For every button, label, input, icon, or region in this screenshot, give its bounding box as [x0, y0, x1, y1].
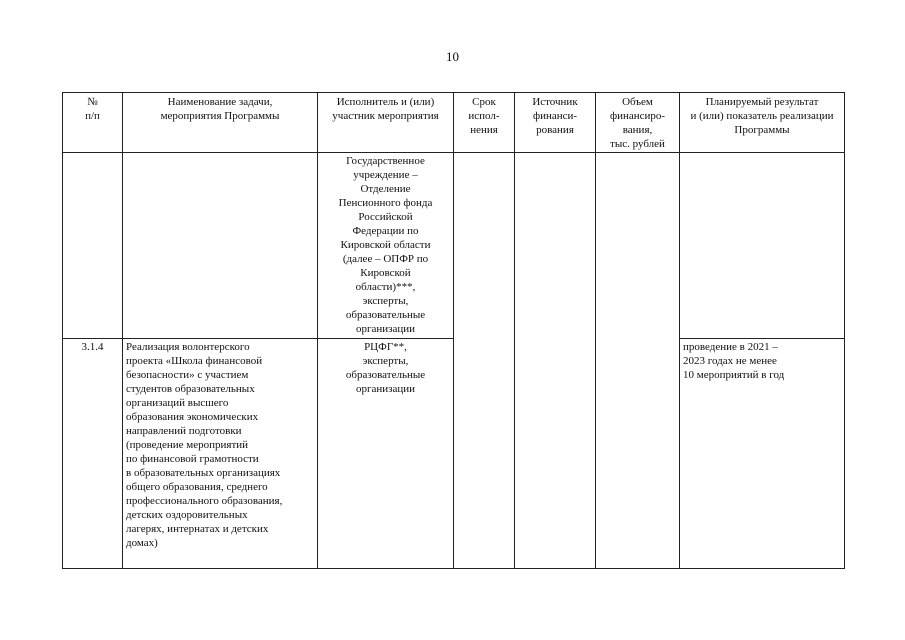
header-number: № п/п [63, 93, 123, 153]
cell-source [515, 153, 596, 569]
header-source: Источник финанси- рования [515, 93, 596, 153]
cell-task: Реализация волонтерского проекта «Школа финансовой безопасности» с участием студентов образовательных организаций высшего образования экономических направлений подготовки (проведение мероприятий по финансовой грамотности в образовательных организациях общего образования, среднего профессионального образования, детских оздоровительных лагерях, интернатах и детских домах) [123, 339, 318, 569]
header-term: Срок испол- нения [454, 93, 515, 153]
cell-executor: Государственное учреждение – Отделение Пенсионного фонда Российской Федерации по Кировской области (далее – ОПФР по Кировской области)***, эксперты, образовательные организации [318, 153, 454, 339]
cell-number [63, 153, 123, 339]
header-volume: Объем финансиро- вания, тыс. рублей [596, 93, 680, 153]
table-row [63, 153, 845, 339]
cell-term [454, 153, 515, 569]
cell-result: проведение в 2021 – 2023 годах не менее 10 мероприятий в год [680, 339, 845, 569]
header-executor: Исполнитель и (или) участник мероприятия [318, 93, 454, 153]
cell-result [680, 153, 845, 339]
cell-number: 3.1.4 [63, 339, 123, 569]
header-task: Наименование задачи, мероприятия Программы [123, 93, 318, 153]
header-result: Планируемый результат и (или) показатель реализации Программы [680, 93, 845, 153]
cell-task [123, 153, 318, 339]
table-header-row [63, 93, 845, 153]
page-number: 10 [446, 49, 459, 64]
program-table [62, 92, 845, 569]
cell-volume [596, 153, 680, 569]
cell-executor: РЦФГ**, эксперты, образовательные организации [318, 339, 454, 569]
